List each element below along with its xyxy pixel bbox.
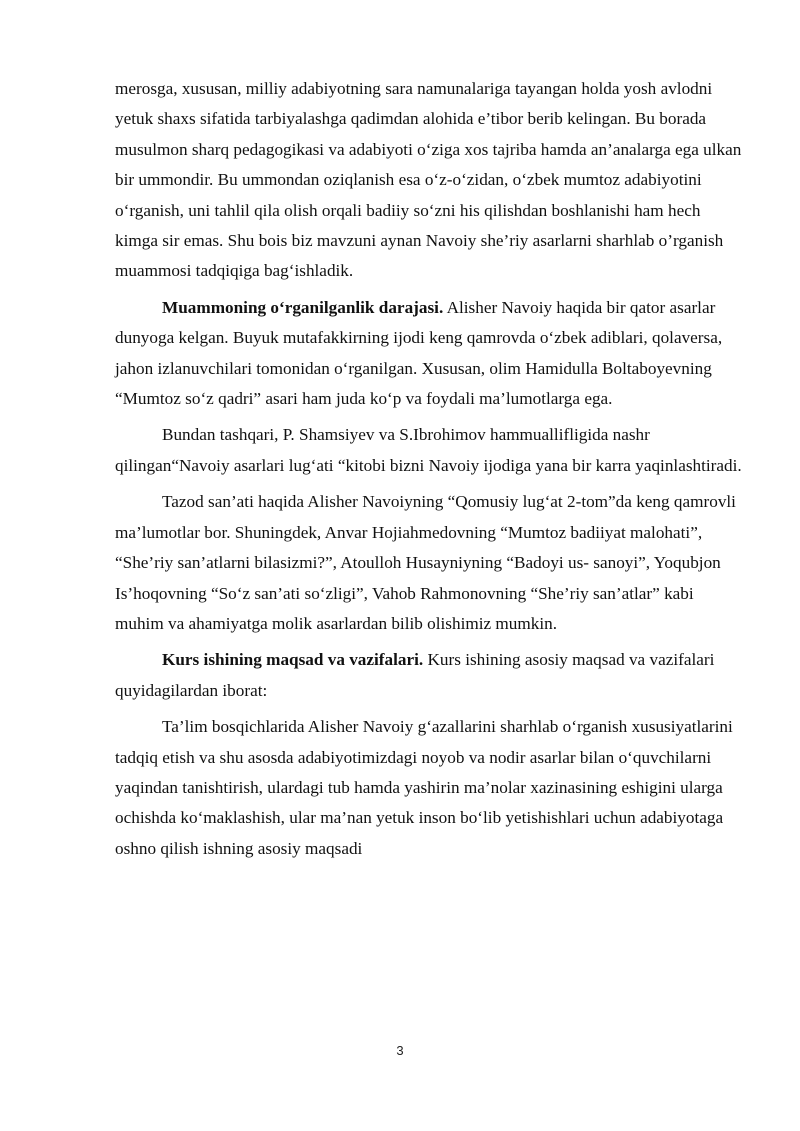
paragraph-intro-continuation bbox=[115, 74, 745, 287]
paragraph-text: Tazod san’ati haqida Alisher Navoiyning “Qomusiy lug‘at 2-tom”da keng qamrovli ma’lumotlar bor. Shuningdek, Anvar Hojiahmedovning “Mumtoz badiiyat malohati”, “She’riy san’atlarni bilasizmi?”, Atoulloh Husayniyning “Badoyi us- sanoyi”, Yoqubjon Is’hoqovning “So‘z san’ati so‘zligi”, Vahob Rahmonovning “She’riy san’atlar” kabi muhim va ahamiyatga molik asarlardan bilib olishimiz mumkin. bbox=[115, 492, 736, 633]
section-heading-research-level: Muammoning o‘rganilganlik darajasi. bbox=[162, 297, 444, 317]
paragraph-text: Alisher Navoiy haqida bir qator asarlar dunyoga kelgan. Buyuk mutafakkirning ijodi keng qamrovda o‘zbek adiblari, qolaversa, jahon izlanuvchilari tomonidan o‘rganilgan. Xususan, olim Hamidulla Boltaboyevning “Mumtoz so‘z qadri” asari ham juda ko‘p va foydali ma’lumotlarga ega. bbox=[115, 297, 723, 409]
paragraph-text: Kurs ishining asosiy maqsad va vazifalari quyidagilardan iborat: bbox=[115, 650, 715, 700]
paragraph-text: Bundan tashqari, P. Shamsiyev va S.Ibrohimov hammuallifligida nashr qilingan“Navoiy asarlari lug‘ati “kitobi bizni Navoiy ijodiga yana bir karra yaqinlashtiradi. bbox=[115, 425, 742, 475]
document-body bbox=[115, 74, 745, 864]
paragraph-tazod-art bbox=[115, 487, 745, 639]
paragraph-other-sources bbox=[115, 420, 745, 481]
section-heading-goals: Kurs ishining maqsad va vazifalari. bbox=[162, 650, 424, 670]
paragraph-goals bbox=[115, 645, 745, 706]
page-number: 3 bbox=[396, 1043, 404, 1058]
paragraph-main-goal bbox=[115, 712, 745, 864]
paragraph-text: merosga, xususan, milliy adabiyotning sara namunalariga tayangan holda yosh avlodni yetuk shaxs sifatida tarbiyalashga qadimdan alohida e’tibor berib kelingan. Bu borada musulmon sharq pedagogikasi va adabiyoti o‘ziga xos tajriba hamda an’analarga ega ulkan bir ummondir. Bu ummondan oziqlanish esa o‘z-o‘zidan, o‘zbek mumtoz adabiyotini o‘rganish, uni tahlil qila olish orqali badiiy so‘zni his qilishdan boshlanishi ham hech kimga sir emas. Shu bois biz mavzuni aynan Navoiy she’riy asarlarni sharhlab o’rganish muammosi tadqiqiga bag‘ishladik. bbox=[115, 79, 742, 281]
paragraph-text: Ta’lim bosqichlarida Alisher Navoiy g‘azallarini sharhlab o‘rganish xususiyatlarini tadqiq etish va shu asosda adabiyotimizdagi noyob va nodir asarlar bilan o‘quvchilarni yaqindan tanishtirish, ulardagi tub hamda yashirin ma’nolar xazinasining eshigini ularga ochishda ko‘maklashish, ular ma’nan yetuk inson bo‘lib yetishishlari uchun adabiyotaga oshno qilish ishning asosiy maqsadi bbox=[115, 717, 733, 858]
paragraph-research-level bbox=[115, 293, 745, 415]
